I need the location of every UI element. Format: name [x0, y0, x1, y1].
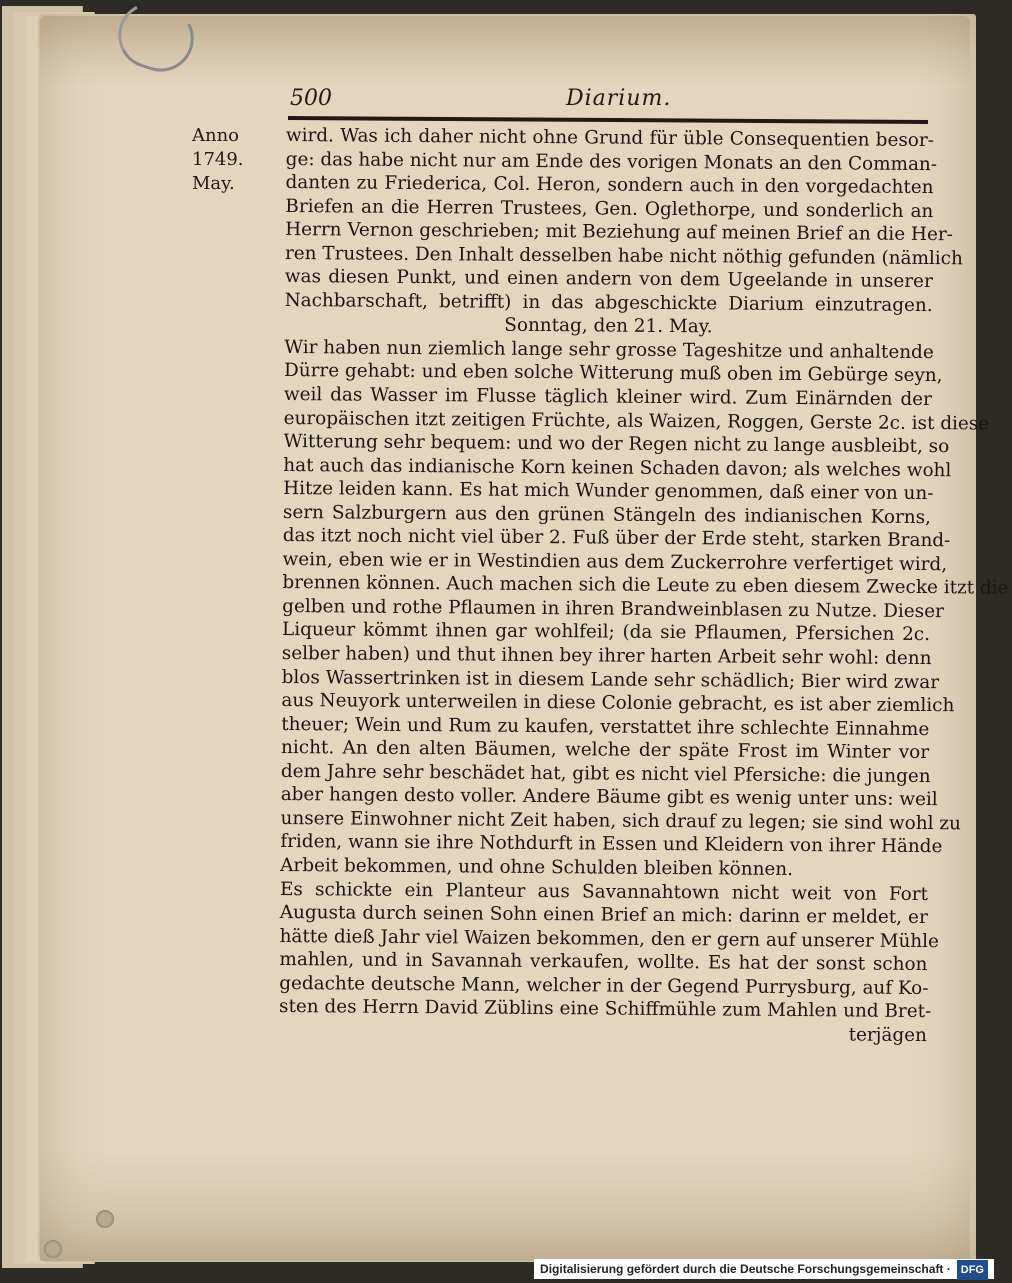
text-line: das itzt noch nicht viel über 2. Fuß über der Erde steht, starken Brand-	[282, 525, 951, 552]
date-heading: Sonntag, den 21. May.	[504, 315, 713, 338]
text-line: Augusta durch seinen Sohn einen Brief an mich: darinn er meldet, er	[279, 902, 928, 929]
text-line: wird. Was ich daher nicht ohne Grund für üble Consequentien besor-	[285, 124, 934, 152]
text-line: Hitze leiden kann. Es hat mich Wunder genommen, daß einer von un-	[283, 478, 934, 505]
margin-note-line: May.	[192, 173, 235, 194]
text-line: unsere Einwohner nicht Zeit haben, sich drauf zu legen; sie sind wohl zu	[280, 807, 961, 835]
running-head: Diarium.	[566, 86, 672, 111]
text-line: dem Jahre sehr beschädet hat, gibt es nicht viel Pfersiche: die jungen	[280, 760, 931, 787]
text-line: Witterung sehr bequem: und wo der Regen nicht zu lange ausbleibt, so	[283, 431, 950, 458]
digitization-footer	[534, 1259, 994, 1279]
text-line: Nachbarschaft, betrifft) in das abgeschickte Diarium einzutragen.	[284, 289, 933, 316]
text-line: was diesen Punkt, und einen andern von dem Ugeelande in unserer	[284, 266, 933, 293]
text-line: Briefen an die Herren Trustees, Gen. Oglethorpe, und sonderlich an	[285, 195, 934, 222]
text-line: gedachte deutsche Mann, welcher in der Gegend Purrysburg, auf Ko-	[279, 972, 929, 999]
text-line: gelben und rothe Pflaumen in ihren Brandweinblasen zu Nutze. Dieser	[282, 595, 944, 623]
text-line: ge: das habe nicht nur am Ende des vorigen Monats an den Comman-	[285, 148, 938, 175]
text-line: Es schickte ein Planteur aus Savannahtown nicht weit von Fort	[279, 878, 929, 905]
page-number: 500	[290, 86, 332, 111]
margin-note-line: Anno	[192, 125, 240, 146]
binding-hole	[44, 1240, 62, 1258]
margin-note	[192, 124, 276, 196]
text-line: Herrn Vernon geschrieben; mit Beziehung auf meinen Brief an die Her-	[285, 219, 953, 246]
text-line: sten des Herrn David Züblins eine Schiffmühle zum Mahlen und Bret-	[278, 996, 932, 1023]
text-line: blos Wassertrinken ist in diesem Lande sehr schädlich; Bier wird zwar	[281, 666, 940, 693]
dfg-logo: DFG	[957, 1260, 988, 1280]
page-stain	[40, 1151, 970, 1261]
page-header	[288, 86, 928, 112]
text-line: wein, eben wie er in Westindien aus dem Zuckerrohre verfertiget wird,	[282, 548, 948, 576]
binding-hole	[96, 1210, 114, 1228]
text-line: weil das Wasser im Flusse täglich kleiner wird. Zum Einärnden der	[283, 384, 932, 411]
text-line: Liqueur kömmt ihnen gar wohlfeil; (da sie Pflaumen, Pfersichen 2c.	[281, 619, 931, 646]
text-line: danten zu Friederica, Col. Heron, sondern auch in den vorgedachten	[285, 172, 934, 199]
text-line: ren Trustees. Den Inhalt desselben habe nicht nöthig gefunden (nämlich	[284, 242, 963, 270]
text-line: hat auch das indianische Korn keinen Schaden davon; als welches wohl	[283, 454, 952, 481]
text-line: europäischen itzt zeitigen Früchte, als Waizen, Roggen, Gerste 2c. ist diese	[283, 407, 990, 435]
text-line: sern Salzburgern aus den grünen Stängeln des indianischen Korns,	[282, 501, 932, 528]
text-line: aber hangen desto voller. Andere Bäume gibt es wenig unter uns: weil	[280, 784, 938, 811]
catchword: terjägen	[848, 1024, 927, 1046]
text-line: aus Neuyork unterweilen in diese Colonie gebracht, es ist aber ziemlich	[281, 690, 955, 717]
text-line: brennen können. Auch machen sich die Leute zu eben diesem Zwecke itzt die	[282, 572, 1009, 600]
text-line: Arbeit bekommen, und ohne Schulden bleiben können.	[280, 854, 794, 880]
text-line: theuer; Wein und Rum zu kaufen, verstattet ihre schlechte Einnahme	[281, 713, 930, 740]
text-line: friden, wann sie ihre Nothdurft in Essen und Kleidern von ihrer Hände	[280, 831, 943, 858]
text-line: selber haben) und thut ihnen bey ihrer harten Arbeit sehr wohl: denn	[281, 643, 932, 670]
text-line: nicht. An den alten Bäumen, welche der späte Frost im Winter vor	[281, 737, 930, 764]
margin-note-line: 1749.	[192, 149, 244, 170]
body-text	[278, 124, 1009, 1047]
text-line: mahlen, und in Savannah verkaufen, wollte. Es hat der sonst schon	[279, 949, 928, 976]
text-line: hätte dieß Jahr viel Waizen bekommen, den er gern auf unserer Mühle	[279, 925, 940, 952]
footer-text: Digitalisierung gefördert durch die Deutsche Forschungsgemeinschaft ·	[540, 1262, 951, 1276]
text-line: Dürre gehabt: und eben solche Witterung muß oben im Gebürge seyn,	[283, 360, 943, 387]
text-line: Wir haben nun ziemlich lange sehr grosse Tageshitze und anhaltende	[284, 336, 934, 364]
